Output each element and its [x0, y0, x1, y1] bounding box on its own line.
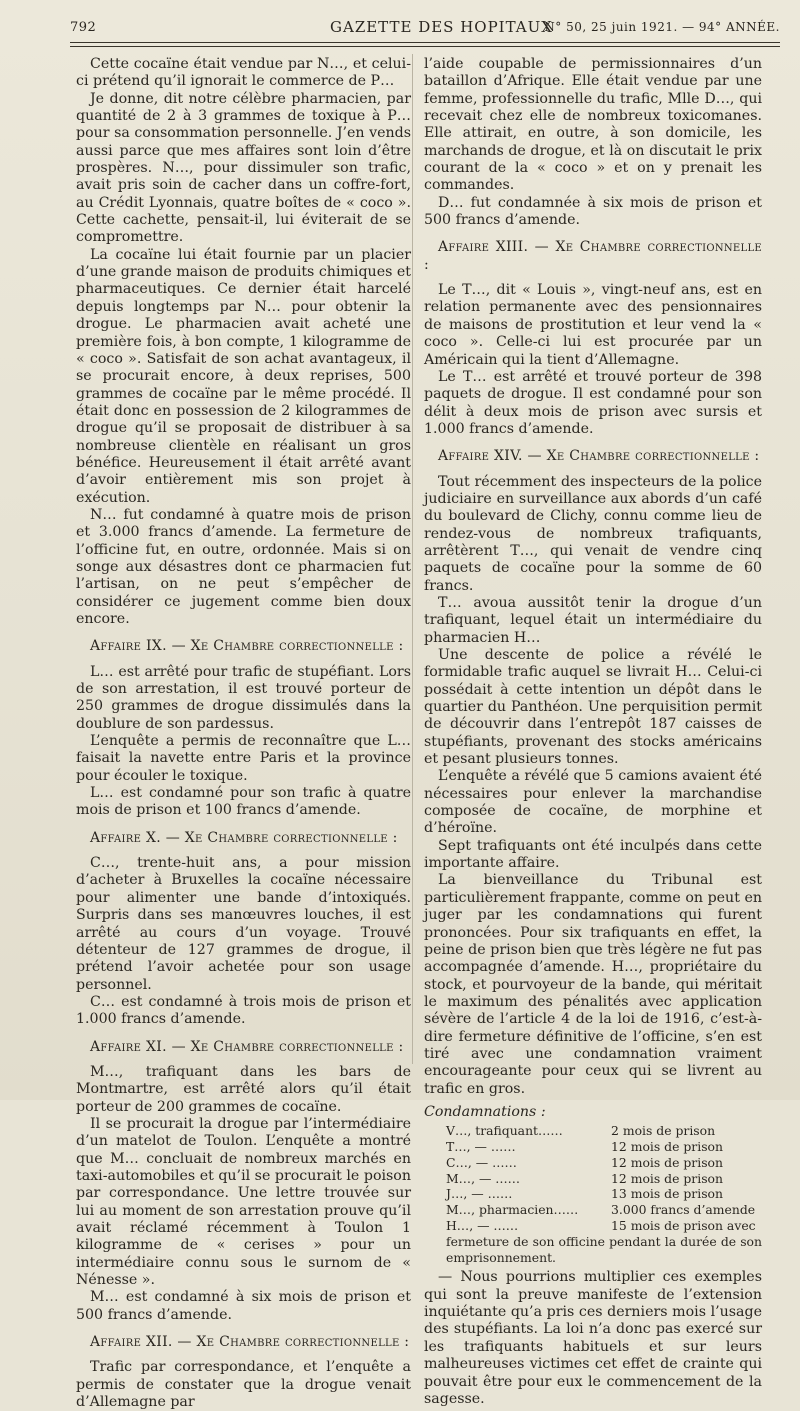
right-column — [424, 56, 762, 1408]
article-paragraph: M… est condamné à six mois de prison et 500 francs d’amende. — [76, 1289, 411, 1323]
affaire-heading: Affaire XII. — Xe Chambre correctionnelle : — [90, 1334, 410, 1351]
article-paragraph: M…, trafiquant dans les bars de Montmartre, est arrêté alors qu’il était porteur de 200 grammes de cocaïne. — [76, 1063, 411, 1115]
left-column — [76, 56, 411, 1411]
article-paragraph: C… est condamné à trois mois de prison et 1.000 francs d’amende. — [76, 993, 411, 1028]
page-header — [70, 14, 780, 36]
condamnations-title: Condamnations : — [424, 1103, 546, 1120]
article-paragraph: Sept trafiquants ont été inculpés dans cette importante affaire. — [424, 837, 762, 872]
article-paragraph: Il se procurait la drogue par l’intermédiaire d’un matelot de Toulon. L’enquête a montré que M… concluait de nombreux marchés en taxi-automobiles et qu’il se procurait le poison par correspondance. Une lettre trouvée sur lui au moment de son arrestation prouve qu’il avait réclamé récemment à Toulon 1 kilogramme de « cerises » pour un intermédiaire connu sous le surnom de « Nénesse ». — [76, 1115, 411, 1289]
article-paragraph: C…, trente-huit ans, a pour mission d’acheter à Bruxelles la cocaïne nécessaire pour alimenter une bande d’intoxiqués. Surpris dans ses manœuvres louches, il est arrêté au cours d’un voyage. Trouvé détenteur de 127 grammes de drogue, il prétend l’avoir achetée pour son usage personnel. — [76, 855, 411, 993]
article-paragraph: La cocaïne lui était fournie par un placier d’une grande maison de produits chimiques et pharmaceutiques. Ce dernier était harcelé depuis longtemps par N… pour obtenir la drogue. Le pharmacien avait acheté une première fois, à bon compte, 1 kilogramme de « coco ». Satisfait de son achat avantageux, il se procurait encore, à deux reprises, 500 grammes de cocaïne par le même procédé. Il était donc en possession de 2 kilogrammes de drogue qu’il se proposait de distribuer à sa nombreuse clientèle en réalisant un gros bénéfice. Heureusement il était arrêté avant d’avoir entièrement mis son projet à exécution. — [76, 246, 411, 506]
article-paragraph: D… fut condamnée à six mois de prison et 500 francs d’amende. — [424, 194, 762, 229]
affaire-heading: Affaire XI. — Xe Chambre correctionnelle : — [90, 1038, 404, 1055]
condamnation-penalty: 3.000 francs d’amende — [611, 1202, 756, 1218]
article-paragraph: Tout récemment des inspecteurs de la police judiciaire en surveillance aux abords d’un café du boulevard de Clichy, connu comme lieu de rendez-vous de nombreux trafiquants, arrêtèrent T…, qui venait de vendre cinq paquets de cocaïne pour la somme de 60 francs. — [424, 473, 762, 594]
condamnations-table — [446, 1123, 762, 1265]
article-paragraph: Le T…, dit « Louis », vingt-neuf ans, est en relation permanente avec des pensionnaires de maisons de prostitution et leur vend la « coco ». Celle-ci lui est procurée par un Américain qui la tient d’Allemagne. — [424, 282, 762, 368]
condamnation-person: T…, — …… — [446, 1139, 516, 1155]
condamnation-penalty: 13 mois de prison — [611, 1186, 723, 1202]
condamnation-penalty: 2 mois de prison — [611, 1123, 716, 1139]
article-paragraph: Trafic par correspondance, et l’enquête a permis de constater que la drogue venait d’Allemagne par — [76, 1359, 411, 1411]
condamnation-person: V…, trafiquant…… — [446, 1123, 563, 1139]
article-paragraph: L… est condamné pour son trafic à quatre mois de prison et 100 francs d’amende. — [76, 785, 411, 819]
condamnation-row — [446, 1171, 762, 1187]
condamnation-person: M…, pharmacien…… — [446, 1202, 579, 1218]
header-rule — [70, 42, 780, 43]
article-paragraph: Le T… est arrêté et trouvé porteur de 398 paquets de drogue. Il est condamné pour son délit à deux mois de prison avec sursis et 1.000 francs d’amende. — [424, 368, 762, 437]
condamnation-row — [446, 1186, 762, 1202]
affaire-heading: Affaire IX. — Xe Chambre correctionnelle : — [90, 638, 404, 655]
page-number: 792 — [70, 20, 97, 35]
article-paragraph: T… avoua aussitôt tenir la drogue d’un trafiquant, lequel était un intermédiaire du pharmacien H… — [424, 594, 762, 646]
article-paragraph: Cette cocaïne était vendue par N…, et celui-ci prétend qu’il ignorait le commerce de P… — [76, 56, 411, 90]
right-column-articles — [424, 56, 762, 1098]
condamnation-person: H…, — …… — [446, 1218, 519, 1234]
header-rule-double — [70, 46, 780, 47]
condamnation-penalty: 12 mois de prison — [611, 1170, 723, 1186]
issue-info: N° 50, 25 juin 1921. — 94° ANNÉE. — [544, 20, 780, 34]
condamnation-penalty: 12 mois de prison — [611, 1154, 723, 1170]
article-paragraph: La bienveillance du Tribunal est particulièrement frappante, comme on peut en juger par les condamnations qui furent prononcées. Pour six trafiquants en effet, la peine de prison bien que très légère ne fut pas accompagnée d’amende. H…, propriétaire du stock, et pourvoyeur de la bande, qui méritait le maximum des pénalités avec application sévère de l’article 4 de la loi de 1916, c’est-à-dire fermeture définitive de l’officine, s’en est tiré avec une condamnation vraiment encourageante pour ceux qui se livrent au trafic en gros. — [424, 872, 762, 1097]
condamnation-penalty: 12 mois de prison — [611, 1139, 723, 1155]
condamnation-note: fermeture de son officine pendant la durée de son emprisonnement. — [446, 1233, 762, 1265]
condamnation-person: J…, — …… — [446, 1186, 513, 1202]
article-paragraph: L… est arrêté pour trafic de stupéfiant. Lors de son arrestation, il est trouvé porteur de 250 grammes de drogue dissimulés dans la doublure de son pardessus. — [76, 663, 411, 732]
condamnation-row — [446, 1123, 762, 1139]
article-paragraph: N… fut condamné à quatre mois de prison et 3.000 francs d’amende. La fermeture de l’officine fut, en outre, ordonnée. Mais si on songe aux désastres dont ce pharmacien fut l’artisan, on ne peut s’empêcher de considérer ce jugement comme bien doux encore. — [76, 506, 411, 627]
affaire-heading: Affaire XIII. — Xe Chambre correctionnelle : — [424, 239, 762, 273]
condamnation-person: C…, — …… — [446, 1154, 517, 1170]
condamnation-row — [446, 1155, 762, 1171]
article-paragraph: Je donne, dit notre célèbre pharmacien, par quantité de 2 à 3 grammes de toxique à P… pour sa consommation personnelle. J’en vends aussi parce que mes affaires sont loin d’être prospères. N…, pour dissimuler son trafic, avait pris soin de cacher dans un coffre-fort, au Crédit Lyonnais, quatre boîtes de « coco ». Cette cachette, pensait-il, lui éviterait de se compromettre. — [76, 90, 411, 246]
affaire-heading: Affaire XIV. — Xe Chambre correctionnelle : — [438, 448, 760, 465]
article-paragraph: L’enquête a révélé que 5 camions avaient été nécessaires pour enlever la marchandise composée de cocaïne, de morphine et d’héroïne. — [424, 768, 762, 837]
article-paragraph: Une descente de police a révélé le formidable trafic auquel se livrait H… Celui-ci possédait à cette intention un dépôt dans le quartier du Panthéon. Une perquisition permit de découvrir dans l’entrepôt 187 caisses de stupéfiants, provenant des stocks américains et pesant plusieurs tonnes. — [424, 647, 762, 768]
article-paragraph: l’aide coupable de permissionnaires d’un bataillon d’Afrique. Elle était vendue par une femme, professionnelle du trafic, Mlle D…, qui recevait chez elle de nombreux toxicomanes. Elle attirait, en outre, à son domicile, les marchands de drogue, et là on discutait le prix courant de la « coco » et on y prenait les commandes. — [424, 56, 762, 194]
affaire-heading: Affaire X. — Xe Chambre correctionnelle : — [90, 829, 398, 846]
condamnation-row — [446, 1139, 762, 1155]
condamnation-row — [446, 1218, 762, 1234]
journal-title: GAZETTE DES HOPITAUX — [330, 18, 553, 36]
condamnation-person: M…, — …… — [446, 1170, 521, 1186]
column-divider — [412, 54, 413, 1064]
article-paragraph: L’enquête a permis de reconnaître que L… faisait la navette entre Paris et la province pour écouler le toxique. — [76, 733, 411, 784]
condamnation-penalty: 15 mois de prison avec — [611, 1218, 756, 1234]
condamnation-row — [446, 1202, 762, 1218]
closing-paragraph: — Nous pourrions multiplier ces exemples qui sont la preuve manifeste de l’extension inquiétante qu’a pris ces derniers mois l’usage des stupéfiants. La loi n’a donc pas exercé sur les trafiquants habituels et sur leurs malheureuses victimes cet effet de crainte qui pouvait être pour eux le commencement de la sagesse. — [424, 1269, 762, 1407]
